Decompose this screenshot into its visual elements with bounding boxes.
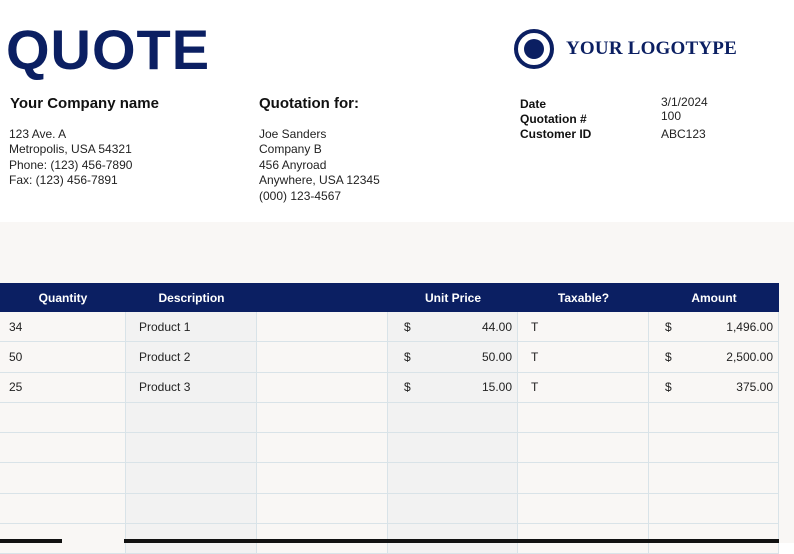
meta-row-quotation-number — [520, 109, 708, 127]
quantity-value: 25 — [9, 380, 23, 395]
cell-quantity[interactable] — [0, 433, 126, 463]
table-row — [0, 463, 779, 493]
column-header-taxable: Taxable? — [557, 290, 610, 305]
company-address-line: Metropolis, USA 54321 — [9, 142, 132, 157]
cell-taxable[interactable] — [518, 403, 649, 433]
currency-symbol: $ — [404, 319, 411, 334]
table-body — [0, 312, 779, 554]
meta-row-customer-id — [520, 127, 708, 142]
client-phone: (000) 123-4567 — [259, 188, 342, 203]
bottom-edge-bar — [124, 539, 779, 543]
cell-quantity[interactable] — [0, 342, 126, 372]
taxable-value: T — [531, 380, 539, 395]
column-header-blank — [257, 283, 388, 312]
company-logo — [514, 26, 737, 72]
column-header-amount: Amount — [691, 290, 737, 305]
table-row — [0, 373, 779, 403]
cell-blank[interactable] — [257, 342, 388, 372]
cell-unit-price[interactable] — [388, 373, 518, 403]
document-title: QUOTE — [6, 18, 211, 81]
cell-taxable[interactable] — [518, 433, 649, 463]
client-address — [259, 127, 380, 204]
cell-quantity[interactable] — [0, 373, 126, 403]
amount-value: 375.00 — [736, 380, 773, 395]
cell-blank[interactable] — [257, 403, 388, 433]
cell-unit-price[interactable] — [388, 433, 518, 463]
column-header-unit-price: Unit Price — [424, 290, 481, 305]
cell-description[interactable] — [126, 403, 257, 433]
quantity-value: 34 — [9, 319, 23, 334]
quote-items-table — [0, 283, 779, 554]
cell-quantity[interactable] — [0, 403, 126, 433]
cell-amount[interactable] — [649, 342, 779, 372]
description-value: Product 1 — [139, 319, 191, 334]
table-row — [0, 342, 779, 372]
cell-unit-price[interactable] — [388, 463, 518, 493]
cell-blank[interactable] — [257, 463, 388, 493]
cell-quantity[interactable] — [0, 463, 126, 493]
client-city: Anywhere, USA 12345 — [259, 173, 380, 188]
logo-circle-icon — [514, 29, 554, 69]
cell-amount[interactable] — [649, 403, 779, 433]
unit-price-value: 50.00 — [481, 349, 512, 364]
bottom-edge-bar — [0, 539, 62, 543]
quote-meta — [520, 97, 708, 142]
cell-taxable[interactable] — [518, 463, 649, 493]
cell-blank[interactable] — [257, 373, 388, 403]
cell-amount[interactable] — [649, 433, 779, 463]
client-company: Company B — [259, 142, 322, 157]
cell-description[interactable] — [126, 373, 257, 403]
company-name: Your Company name — [10, 95, 159, 112]
cell-description[interactable] — [126, 494, 257, 524]
cell-amount[interactable] — [649, 312, 779, 342]
cell-taxable[interactable] — [518, 373, 649, 403]
meta-value: 100 — [661, 109, 682, 123]
amount-value: 1,496.00 — [726, 319, 773, 334]
table-row — [0, 433, 779, 463]
logo-text: YOUR LOGOTYPE — [566, 38, 737, 59]
cell-taxable[interactable] — [518, 312, 649, 342]
client-name: Joe Sanders — [259, 127, 327, 141]
cell-unit-price[interactable] — [388, 342, 518, 372]
currency-symbol: $ — [665, 349, 672, 364]
company-address — [9, 127, 132, 189]
cell-description[interactable] — [126, 463, 257, 493]
description-value: Product 3 — [139, 380, 191, 395]
taxable-value: T — [531, 319, 539, 334]
cell-unit-price[interactable] — [388, 403, 518, 433]
taxable-value: T — [531, 349, 539, 364]
unit-price-value: 15.00 — [481, 380, 512, 395]
company-phone: Phone: (123) 456-7890 — [9, 157, 133, 172]
cell-quantity[interactable] — [0, 494, 126, 524]
column-header-description: Description — [158, 290, 225, 305]
table-row — [0, 312, 779, 342]
currency-symbol: $ — [665, 380, 672, 395]
table-row — [0, 494, 779, 524]
quotation-for-heading: Quotation for: — [259, 95, 359, 112]
currency-symbol: $ — [665, 319, 672, 334]
table-header — [0, 283, 779, 312]
cell-blank[interactable] — [257, 494, 388, 524]
company-fax: Fax: (123) 456-7891 — [9, 173, 118, 188]
cell-blank[interactable] — [257, 312, 388, 342]
table-row — [0, 403, 779, 433]
client-street: 456 Anyroad — [259, 157, 327, 172]
amount-value: 2,500.00 — [726, 349, 773, 364]
meta-label: Customer ID — [520, 127, 592, 141]
cell-description[interactable] — [126, 433, 257, 463]
column-header-quantity: Quantity — [38, 290, 88, 305]
cell-amount[interactable] — [649, 494, 779, 524]
cell-amount[interactable] — [649, 463, 779, 493]
currency-symbol: $ — [404, 349, 411, 364]
currency-symbol: $ — [404, 380, 411, 395]
meta-value: 3/1/2024 — [661, 95, 708, 109]
cell-blank[interactable] — [257, 433, 388, 463]
meta-value: ABC123 — [661, 127, 706, 141]
cell-quantity[interactable] — [0, 312, 126, 342]
cell-description[interactable] — [126, 342, 257, 372]
cell-unit-price[interactable] — [388, 312, 518, 342]
meta-label: Date — [520, 97, 547, 111]
cell-unit-price[interactable] — [388, 494, 518, 524]
cell-amount[interactable] — [649, 373, 779, 403]
description-value: Product 2 — [139, 349, 191, 364]
company-address-line: 123 Ave. A — [9, 127, 67, 141]
quantity-value: 50 — [9, 349, 23, 364]
cell-taxable[interactable] — [518, 494, 649, 524]
cell-taxable[interactable] — [518, 342, 649, 372]
unit-price-value: 44.00 — [481, 319, 512, 334]
meta-label: Quotation # — [520, 112, 587, 126]
cell-description[interactable] — [126, 312, 257, 342]
